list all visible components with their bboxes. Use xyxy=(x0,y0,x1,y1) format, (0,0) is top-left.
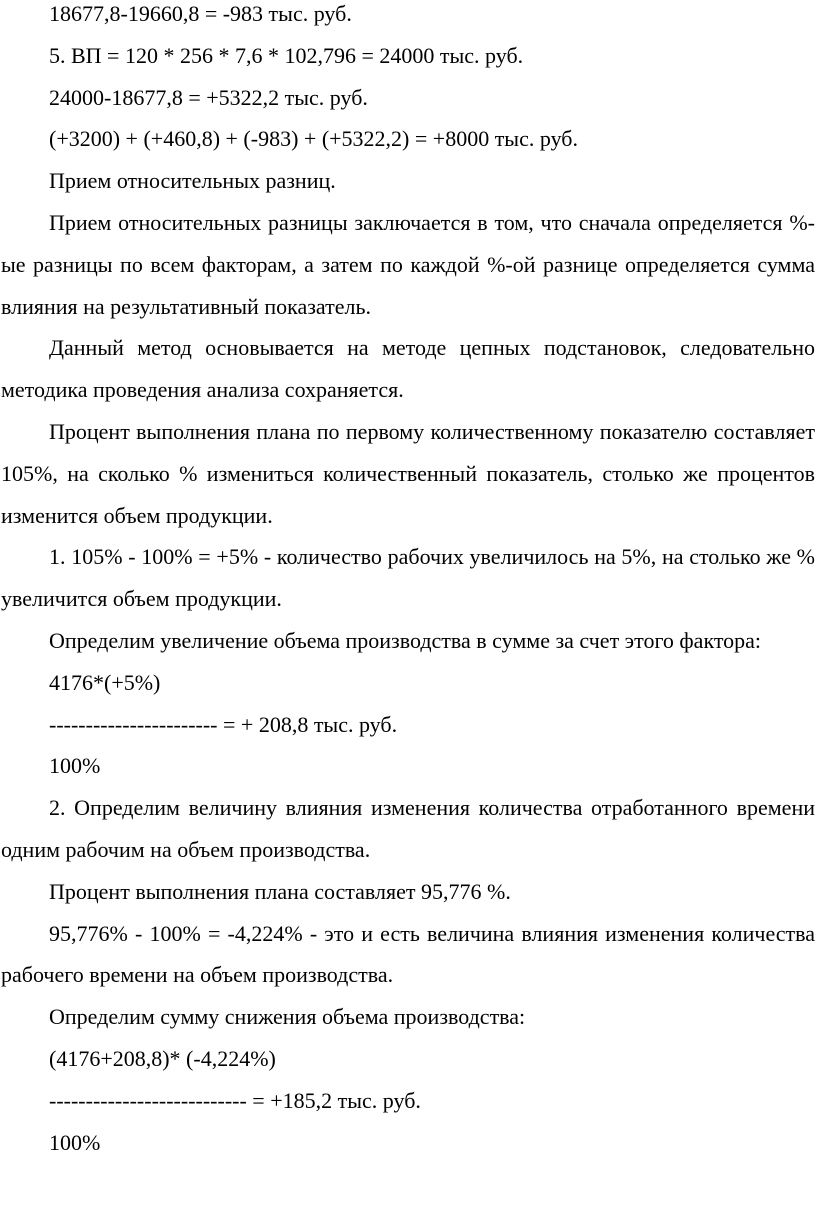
formula-denominator: 100% xyxy=(49,1129,101,1155)
formula-line: 18677,8-19660,8 = -983 тыс. руб. xyxy=(49,1,352,26)
formula-numerator: 4176*(+5%) xyxy=(49,669,161,695)
paragraph: Определим сумму снижения объема производства: xyxy=(49,1004,526,1030)
formula-numerator: (4176+208,8)* (-4,224%) xyxy=(49,1045,276,1071)
paragraph: 95,776% - 100% = -4,224% - это и есть величина влияния изменения количества рабочего времени на объем производства. xyxy=(1,920,815,988)
formula-line: 5. ВП = 120 * 256 * 7,6 * 102,796 = 24000 тыс. руб. xyxy=(49,42,524,68)
formula-line: (+3200) + (+460,8) + (-983) + (+5322,2) = +8000 тыс. руб. xyxy=(49,126,578,152)
formula-denominator: 100% xyxy=(49,753,101,779)
paragraph: 2. Определим величину влияния изменения количества отработанного времени одним рабочим на объем производства. xyxy=(1,795,815,862)
formula-fraction-line: --------------------------- = +185,2 тыс. руб. xyxy=(49,1087,421,1113)
paragraph: Определим увеличение объема производства в сумме за счет этого фактора: xyxy=(49,627,762,653)
paragraph: Прием относительных разницы заключается в том, что сначала определяется %-ые разницы по всем факторам, а затем по каждой %-ой разнице определяется сумма влияния на результативный показатель. xyxy=(1,209,815,319)
paragraph: 1. 105% - 100% = +5% - количество рабочих увеличилось на 5%, на столько же % увеличится объем продукции. xyxy=(1,544,815,612)
paragraph: Процент выполнения плана составляет 95,776 %. xyxy=(49,878,511,904)
paragraph: Процент выполнения плана по первому количественному показателю составляет 105%, на сколько % измениться количественный показатель, столько же процентов изменится объем продукции. xyxy=(1,418,815,528)
section-heading: Прием относительных разниц. xyxy=(49,168,336,194)
formula-fraction-line: ----------------------- = + 208,8 тыс. руб. xyxy=(49,711,398,737)
formula-line: 24000-18677,8 = +5322,2 тыс. руб. xyxy=(49,84,368,110)
paragraph: Данный метод основывается на методе цепных подстановок, следовательно методика проведения анализа сохраняется. xyxy=(1,335,815,403)
